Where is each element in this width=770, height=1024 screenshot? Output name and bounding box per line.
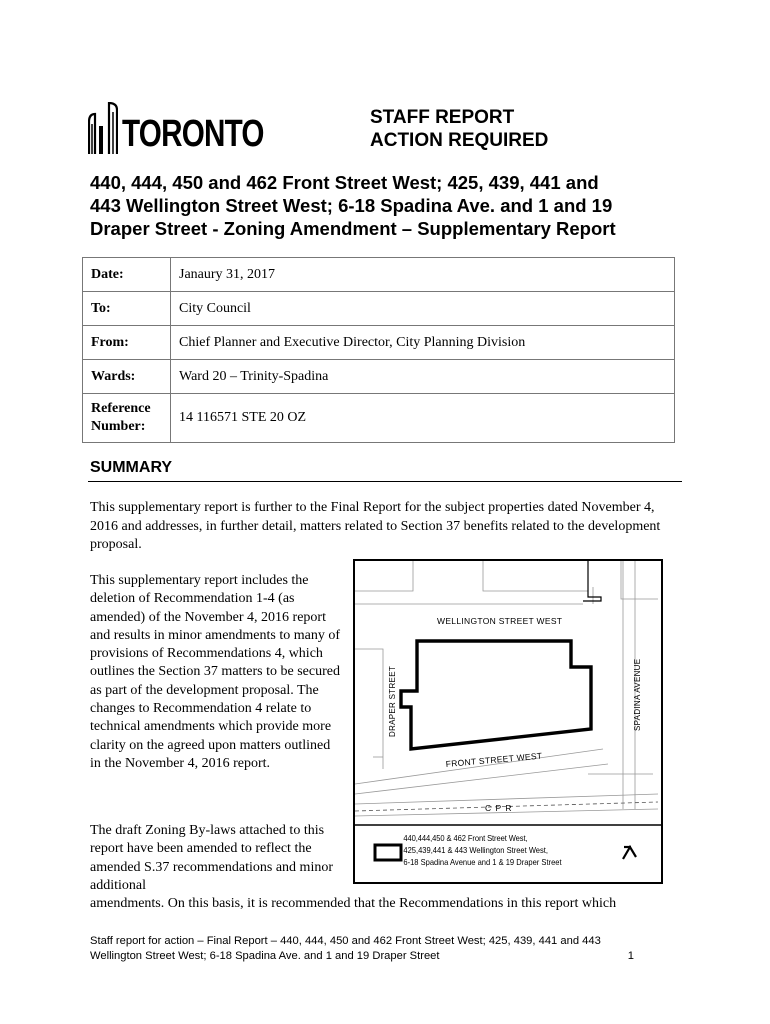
legend-line2: 425,439,441 & 443 Wellington Street West, xyxy=(403,845,548,856)
summary-divider xyxy=(88,481,682,482)
toronto-logo xyxy=(88,100,304,154)
title-line1: 440, 444, 450 and 462 Front Street West; 425, 439, 441 and xyxy=(90,172,599,193)
to-row xyxy=(83,292,675,326)
map-label-draper: DRAPER STREET xyxy=(388,665,397,737)
map-label-spadina: SPADINA AVENUE xyxy=(633,658,642,731)
report-info-table xyxy=(82,257,675,443)
wards-value: Ward 20 – Trinity-Spadina xyxy=(171,360,675,394)
reference-value: 14 116571 STE 20 OZ xyxy=(171,394,675,443)
wards-row xyxy=(83,360,675,394)
reference-label-line2: Number: xyxy=(91,419,146,434)
wards-label: Wards: xyxy=(83,360,171,394)
footer-line2: Wellington Street West; 6-18 Spadina Ave. and 1 and 19 Draper Street xyxy=(90,949,440,962)
report-type xyxy=(370,106,548,152)
report-type-line1: STAFF REPORT xyxy=(370,107,515,128)
page-number: 1 xyxy=(627,949,634,962)
from-label: From: xyxy=(83,326,171,360)
footer-line1: Staff report for action – Final Report – 440, 444, 450 and 462 Front Street West; 425, 439, 441 and 443 xyxy=(90,935,601,947)
reference-label xyxy=(83,394,171,443)
to-value: City Council xyxy=(171,292,675,326)
title-line2: 443 Wellington Street West; 6-18 Spadina Ave. and 1 and 19 xyxy=(90,195,613,216)
summary-paragraph-1: This supplementary report is further to the Final Report for the subject properties dated November 4, 2016 and addresses, in further detail, matters related to Section 37 benefits related to the development proposal. xyxy=(90,500,661,552)
summary-paragraph-3: The draft Zoning By-laws attached to this report have been amended to reflect the amended S.37 recommendations and minor additional xyxy=(90,823,333,893)
logo-wordmark: TORONTO xyxy=(122,113,264,155)
footer-line2-row xyxy=(90,949,680,964)
title-line3: Draper Street - Zoning Amendment – Supplementary Report xyxy=(90,218,616,239)
report-type-line2: ACTION REQUIRED xyxy=(370,130,549,151)
page-footer xyxy=(90,934,680,963)
summary-heading: SUMMARY xyxy=(90,459,173,476)
reference-row xyxy=(83,394,675,443)
date-label: Date: xyxy=(83,258,171,292)
map-label-wellington: WELLINGTON STREET WEST xyxy=(437,616,563,626)
from-value: Chief Planner and Executive Director, City Planning Division xyxy=(171,326,675,360)
summary-paragraph-3-continued: amendments. On this basis, it is recommended that the Recommendations in this report which xyxy=(90,896,617,911)
from-row xyxy=(83,326,675,360)
report-title xyxy=(90,171,690,240)
location-map xyxy=(353,559,663,884)
date-row xyxy=(83,258,675,292)
map-label-front: FRONT STREET WEST xyxy=(445,750,543,769)
map-label-rail: C P R xyxy=(485,803,513,813)
date-value: Janaury 31, 2017 xyxy=(171,258,675,292)
to-label: To: xyxy=(83,292,171,326)
summary-paragraph-2: This supplementary report includes the deletion of Recommendation 1-4 (as amended) of the November 4, 2016 report and results in minor amendments to many of provisions of Recommendations 4, which outlines the Section 37 matters to be secured as part of the development proposal. The changes to Recommendation 4 relate to technical amendments which provide more clarity on the agreed upon matters outlined in the November 4, 2016 report. xyxy=(90,573,341,771)
legend-line3: 6-18 Spadina Avenue and 1 & 19 Draper Street xyxy=(403,857,562,868)
legend-line1: 440,444,450 & 462 Front Street West, xyxy=(403,833,528,844)
city-hall-icon xyxy=(88,102,118,154)
reference-label-line1: Reference xyxy=(91,401,151,416)
